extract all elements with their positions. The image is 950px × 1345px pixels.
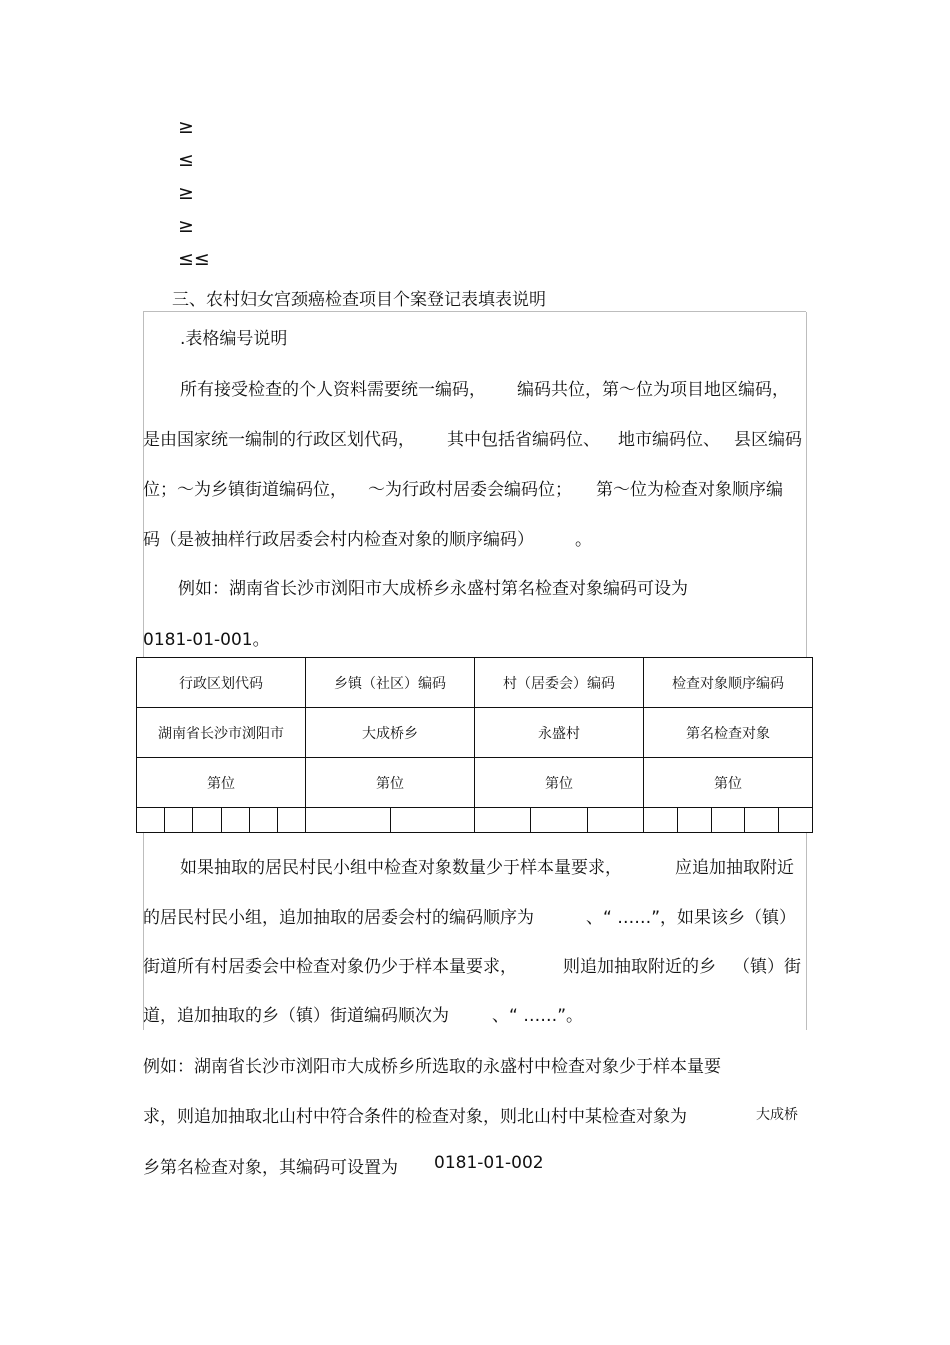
digit-boxes [306,808,475,833]
para1-line: 编码共位，第～位为项目地区编码， [517,380,789,400]
table-header: 行政区划代码 [137,658,306,708]
digit-boxes [644,808,813,833]
table-cell: 第位 [475,758,644,808]
para1-line: 所有接受检查的个人资料需要统一编码， [180,380,486,400]
frame-divider [143,311,806,312]
table-cell: 永盛村 [475,708,644,758]
symbol-line: ≥ [178,116,194,138]
example1-code: 0181-01-001。 [143,630,270,650]
para1-line: ～为行政村居委会编码位； [368,480,572,500]
table-header: 村（居委会）编码 [475,658,644,708]
para2-line: （镇）街 [733,957,801,977]
table-cell: 第位 [306,758,475,808]
para1-line: 第～位为检查对象顺序编 [596,480,783,500]
digit-boxes [475,808,644,833]
symbol-line: ≤ [178,149,194,171]
para1-line: 地市编码位、 [618,430,720,450]
section-title: 三、农村妇女宫颈癌检查项目个案登记表填表说明 [172,290,546,310]
para2-line: 应追加抽取附近 [675,858,794,878]
para1-line: 县区编码 [734,430,802,450]
example2-line: 乡第名检查对象，其编码可设置为 [143,1158,398,1178]
example2-code: 0181-01-002 [434,1153,544,1173]
para1-line: 是由国家统一编制的行政区划代码， [143,430,415,450]
example2-line: 例如：湖南省长沙市浏阳市大成桥乡所选取的永盛村中检查对象少于样本量要 [143,1057,721,1077]
symbol-line: ≤≤ [178,248,210,270]
symbol-line: ≥ [178,215,194,237]
example2-line: 大成桥 [756,1107,798,1123]
subtitle: .表格编号说明 [180,329,288,349]
para1-line: 。 [575,530,592,550]
para1-line: 位；～为乡镇街道编码位， [143,480,347,500]
frame-divider [806,312,807,657]
para2-line: 如果抽取的居民村民小组中检查对象数量少于样本量要求， [180,858,622,878]
para2-line: 则追加抽取附近的乡 [563,957,716,977]
para2-line: 街道所有村居委会中检查对象仍少于样本量要求， [143,957,517,977]
digit-boxes [137,808,306,833]
para2-line: 道，追加抽取的乡（镇）街道编码顺次为 [143,1006,449,1026]
table-cell: 大成桥乡 [306,708,475,758]
example2-line: 求，则追加抽取北山村中符合条件的检查对象，则北山村中某检查对象为 [143,1107,687,1127]
table-cell: 第位 [137,758,306,808]
table-header: 乡镇（社区）编码 [306,658,475,708]
code-table [136,657,813,833]
para1-line: 码（是被抽样行政居委会村内检查对象的顺序编码） [143,530,534,550]
para1-line: 其中包括省编码位、 [447,430,600,450]
symbol-line: ≥ [178,182,194,204]
para2-line: 、“ ……”。 [492,1006,584,1026]
frame-divider [806,833,807,1030]
table-cell: 湖南省长沙市浏阳市 [137,708,306,758]
table-header: 检查对象顺序编码 [644,658,813,708]
example1-line: 例如：湖南省长沙市浏阳市大成桥乡永盛村第名检查对象编码可设为 [178,579,688,599]
para2-line: 、“ ……”，如果该乡（镇） [586,908,797,928]
para2-line: 的居民村民小组，追加抽取的居委会村的编码顺序为 [143,908,534,928]
table-cell: 第位 [644,758,813,808]
table-cell: 第名检查对象 [644,708,813,758]
